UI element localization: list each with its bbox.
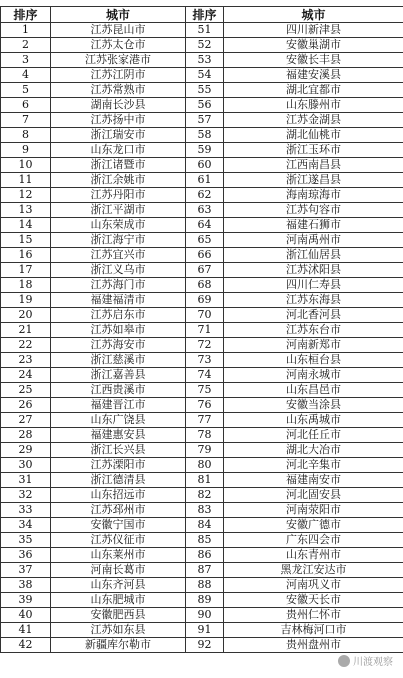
city-right-cell: 广东四会市 xyxy=(224,533,403,548)
city-right-cell: 江西南昌县 xyxy=(224,158,403,173)
city-left-cell: 浙江海宁市 xyxy=(51,233,186,248)
city-right-cell: 河北固安县 xyxy=(224,488,403,503)
table-row xyxy=(1,128,403,143)
rank-right-cell: 60 xyxy=(186,158,224,173)
city-left-cell: 浙江德清县 xyxy=(51,473,186,488)
city-right-cell: 安徽巢湖市 xyxy=(224,38,403,53)
table-row xyxy=(1,308,403,323)
table-row xyxy=(1,83,403,98)
rank-left-cell: 19 xyxy=(1,293,51,308)
city-left-cell: 江苏海安市 xyxy=(51,338,186,353)
city-left-cell: 江苏溧阳市 xyxy=(51,458,186,473)
city-left-cell: 福建福清市 xyxy=(51,293,186,308)
table-row xyxy=(1,338,403,353)
rank-right-cell: 80 xyxy=(186,458,224,473)
rank-left-cell: 13 xyxy=(1,203,51,218)
rank-left-cell: 39 xyxy=(1,593,51,608)
city-right-cell: 江苏金湖县 xyxy=(224,113,403,128)
city-left-cell: 福建惠安县 xyxy=(51,428,186,443)
rank-left-cell: 42 xyxy=(1,638,51,653)
city-right-cell: 安徽广德市 xyxy=(224,518,403,533)
table-row xyxy=(1,563,403,578)
rank-left-cell: 29 xyxy=(1,443,51,458)
table-row xyxy=(1,68,403,83)
rank-left-cell: 1 xyxy=(1,23,51,38)
city-right-cell: 湖北宜都市 xyxy=(224,83,403,98)
city-right-cell: 福建南安市 xyxy=(224,473,403,488)
rank-left-cell: 25 xyxy=(1,383,51,398)
city-left-cell: 浙江余姚市 xyxy=(51,173,186,188)
county-ranking-table xyxy=(0,6,403,653)
city-right-cell: 安徽当涂县 xyxy=(224,398,403,413)
rank-right-cell: 82 xyxy=(186,488,224,503)
header-city-right: 城市 xyxy=(224,7,403,23)
table-row xyxy=(1,593,403,608)
city-right-cell: 河南巩义市 xyxy=(224,578,403,593)
city-right-cell: 河北香河县 xyxy=(224,308,403,323)
city-left-cell: 湖南长沙县 xyxy=(51,98,186,113)
city-right-cell: 河南禹州市 xyxy=(224,233,403,248)
table-row xyxy=(1,353,403,368)
table-body xyxy=(1,23,403,653)
city-right-cell: 四川仁寿县 xyxy=(224,278,403,293)
rank-left-cell: 31 xyxy=(1,473,51,488)
city-right-cell: 贵州盘州市 xyxy=(224,638,403,653)
table-row xyxy=(1,38,403,53)
table-row xyxy=(1,398,403,413)
rank-right-cell: 76 xyxy=(186,398,224,413)
rank-left-cell: 30 xyxy=(1,458,51,473)
city-left-cell: 江苏张家港市 xyxy=(51,53,186,68)
rank-right-cell: 84 xyxy=(186,518,224,533)
city-left-cell: 浙江瑞安市 xyxy=(51,128,186,143)
city-left-cell: 江西贵溪市 xyxy=(51,383,186,398)
rank-right-cell: 90 xyxy=(186,608,224,623)
table-row xyxy=(1,518,403,533)
rank-right-cell: 77 xyxy=(186,413,224,428)
rank-right-cell: 88 xyxy=(186,578,224,593)
city-right-cell: 山东青州市 xyxy=(224,548,403,563)
city-right-cell: 江苏东台市 xyxy=(224,323,403,338)
table-header-row xyxy=(1,7,403,23)
city-left-cell: 山东齐河县 xyxy=(51,578,186,593)
rank-left-cell: 8 xyxy=(1,128,51,143)
rank-right-cell: 51 xyxy=(186,23,224,38)
rank-left-cell: 38 xyxy=(1,578,51,593)
table-row xyxy=(1,53,403,68)
city-left-cell: 江苏如皋市 xyxy=(51,323,186,338)
rank-right-cell: 87 xyxy=(186,563,224,578)
city-right-cell: 山东禹城市 xyxy=(224,413,403,428)
city-right-cell: 河南永城市 xyxy=(224,368,403,383)
table-row xyxy=(1,203,403,218)
rank-left-cell: 22 xyxy=(1,338,51,353)
rank-right-cell: 69 xyxy=(186,293,224,308)
table-row xyxy=(1,623,403,638)
table-row xyxy=(1,458,403,473)
city-left-cell: 江苏邳州市 xyxy=(51,503,186,518)
table-row xyxy=(1,608,403,623)
rank-right-cell: 92 xyxy=(186,638,224,653)
rank-left-cell: 6 xyxy=(1,98,51,113)
table-row xyxy=(1,323,403,338)
rank-right-cell: 89 xyxy=(186,593,224,608)
city-left-cell: 浙江嘉善县 xyxy=(51,368,186,383)
rank-right-cell: 63 xyxy=(186,203,224,218)
rank-right-cell: 74 xyxy=(186,368,224,383)
city-left-cell: 江苏如东县 xyxy=(51,623,186,638)
city-right-cell: 山东滕州市 xyxy=(224,98,403,113)
city-left-cell: 河南长葛市 xyxy=(51,563,186,578)
table-row xyxy=(1,638,403,653)
rank-left-cell: 40 xyxy=(1,608,51,623)
city-left-cell: 江苏昆山市 xyxy=(51,23,186,38)
header-city-left: 城市 xyxy=(51,7,186,23)
table-row xyxy=(1,113,403,128)
table-row xyxy=(1,413,403,428)
city-left-cell: 安徽宁国市 xyxy=(51,518,186,533)
table-row xyxy=(1,548,403,563)
rank-left-cell: 32 xyxy=(1,488,51,503)
table-row xyxy=(1,428,403,443)
rank-left-cell: 4 xyxy=(1,68,51,83)
table-row xyxy=(1,368,403,383)
city-left-cell: 安徽肥西县 xyxy=(51,608,186,623)
rank-right-cell: 81 xyxy=(186,473,224,488)
rank-left-cell: 5 xyxy=(1,83,51,98)
rank-left-cell: 35 xyxy=(1,533,51,548)
table-row xyxy=(1,263,403,278)
watermark-text: 川渡观察 xyxy=(353,657,393,668)
city-right-cell: 安徽天长市 xyxy=(224,593,403,608)
city-right-cell: 湖北大冶市 xyxy=(224,443,403,458)
table-row xyxy=(1,578,403,593)
rank-right-cell: 53 xyxy=(186,53,224,68)
table-row xyxy=(1,143,403,158)
city-right-cell: 河南新郑市 xyxy=(224,338,403,353)
rank-left-cell: 33 xyxy=(1,503,51,518)
rank-left-cell: 37 xyxy=(1,563,51,578)
rank-right-cell: 67 xyxy=(186,263,224,278)
table-row xyxy=(1,293,403,308)
rank-right-cell: 66 xyxy=(186,248,224,263)
rank-right-cell: 86 xyxy=(186,548,224,563)
rank-left-cell: 10 xyxy=(1,158,51,173)
rank-right-cell: 65 xyxy=(186,233,224,248)
rank-right-cell: 79 xyxy=(186,443,224,458)
table-row xyxy=(1,233,403,248)
city-left-cell: 江苏海门市 xyxy=(51,278,186,293)
city-left-cell: 山东肥城市 xyxy=(51,593,186,608)
table-row xyxy=(1,443,403,458)
rank-right-cell: 52 xyxy=(186,38,224,53)
rank-right-cell: 68 xyxy=(186,278,224,293)
table-row xyxy=(1,533,403,548)
rank-right-cell: 54 xyxy=(186,68,224,83)
rank-right-cell: 73 xyxy=(186,353,224,368)
city-right-cell: 福建石狮市 xyxy=(224,218,403,233)
city-left-cell: 浙江平湖市 xyxy=(51,203,186,218)
rank-right-cell: 85 xyxy=(186,533,224,548)
city-left-cell: 福建晋江市 xyxy=(51,398,186,413)
city-left-cell: 浙江义乌市 xyxy=(51,263,186,278)
city-right-cell: 江苏沭阳县 xyxy=(224,263,403,278)
city-left-cell: 山东荣成市 xyxy=(51,218,186,233)
rank-left-cell: 26 xyxy=(1,398,51,413)
city-right-cell: 浙江遂昌县 xyxy=(224,173,403,188)
city-left-cell: 浙江慈溪市 xyxy=(51,353,186,368)
rank-right-cell: 72 xyxy=(186,338,224,353)
city-left-cell: 山东龙口市 xyxy=(51,143,186,158)
rank-left-cell: 21 xyxy=(1,323,51,338)
city-right-cell: 安徽长丰县 xyxy=(224,53,403,68)
city-right-cell: 湖北仙桃市 xyxy=(224,128,403,143)
city-left-cell: 江苏扬中市 xyxy=(51,113,186,128)
rank-right-cell: 71 xyxy=(186,323,224,338)
city-left-cell: 江苏常熟市 xyxy=(51,83,186,98)
rank-right-cell: 83 xyxy=(186,503,224,518)
table-row xyxy=(1,173,403,188)
city-left-cell: 新疆库尔勒市 xyxy=(51,638,186,653)
rank-right-cell: 64 xyxy=(186,218,224,233)
table-row xyxy=(1,503,403,518)
city-left-cell: 山东广饶县 xyxy=(51,413,186,428)
city-right-cell: 海南琼海市 xyxy=(224,188,403,203)
rank-left-cell: 23 xyxy=(1,353,51,368)
city-left-cell: 江苏仪征市 xyxy=(51,533,186,548)
table-row xyxy=(1,188,403,203)
table-row xyxy=(1,488,403,503)
rank-left-cell: 2 xyxy=(1,38,51,53)
rank-left-cell: 9 xyxy=(1,143,51,158)
rank-right-cell: 57 xyxy=(186,113,224,128)
rank-left-cell: 41 xyxy=(1,623,51,638)
city-right-cell: 河北辛集市 xyxy=(224,458,403,473)
city-right-cell: 四川新津县 xyxy=(224,23,403,38)
table-row xyxy=(1,218,403,233)
rank-left-cell: 24 xyxy=(1,368,51,383)
table-row xyxy=(1,278,403,293)
rank-right-cell: 59 xyxy=(186,143,224,158)
rank-left-cell: 27 xyxy=(1,413,51,428)
city-left-cell: 江苏丹阳市 xyxy=(51,188,186,203)
rank-left-cell: 11 xyxy=(1,173,51,188)
city-left-cell: 山东招远市 xyxy=(51,488,186,503)
city-left-cell: 江苏启东市 xyxy=(51,308,186,323)
city-right-cell: 江苏句容市 xyxy=(224,203,403,218)
rank-left-cell: 20 xyxy=(1,308,51,323)
table-row xyxy=(1,158,403,173)
rank-right-cell: 91 xyxy=(186,623,224,638)
city-right-cell: 贵州仁怀市 xyxy=(224,608,403,623)
rank-left-cell: 7 xyxy=(1,113,51,128)
rank-right-cell: 78 xyxy=(186,428,224,443)
city-right-cell: 江苏东海县 xyxy=(224,293,403,308)
city-right-cell: 山东昌邑市 xyxy=(224,383,403,398)
rank-right-cell: 55 xyxy=(186,83,224,98)
city-right-cell: 河南荥阳市 xyxy=(224,503,403,518)
city-left-cell: 山东莱州市 xyxy=(51,548,186,563)
city-right-cell: 吉林梅河口市 xyxy=(224,623,403,638)
rank-right-cell: 75 xyxy=(186,383,224,398)
table-row xyxy=(1,473,403,488)
city-left-cell: 江苏江阴市 xyxy=(51,68,186,83)
rank-left-cell: 12 xyxy=(1,188,51,203)
table-row xyxy=(1,98,403,113)
rank-right-cell: 61 xyxy=(186,173,224,188)
rank-left-cell: 28 xyxy=(1,428,51,443)
header-rank-right: 排序 xyxy=(186,7,224,23)
rank-left-cell: 15 xyxy=(1,233,51,248)
header-rank-left: 排序 xyxy=(1,7,51,23)
table-row xyxy=(1,383,403,398)
rank-right-cell: 56 xyxy=(186,98,224,113)
city-right-cell: 山东桓台县 xyxy=(224,353,403,368)
table-row xyxy=(1,23,403,38)
watermark xyxy=(338,653,393,668)
city-left-cell: 江苏太仓市 xyxy=(51,38,186,53)
rank-right-cell: 62 xyxy=(186,188,224,203)
city-right-cell: 河北任丘市 xyxy=(224,428,403,443)
city-right-cell: 浙江仙居县 xyxy=(224,248,403,263)
wechat-icon xyxy=(338,655,350,667)
table-row xyxy=(1,248,403,263)
rank-left-cell: 36 xyxy=(1,548,51,563)
rank-left-cell: 3 xyxy=(1,53,51,68)
city-right-cell: 黑龙江安达市 xyxy=(224,563,403,578)
rank-right-cell: 70 xyxy=(186,308,224,323)
city-left-cell: 浙江长兴县 xyxy=(51,443,186,458)
rank-left-cell: 18 xyxy=(1,278,51,293)
rank-right-cell: 58 xyxy=(186,128,224,143)
rank-left-cell: 16 xyxy=(1,248,51,263)
city-right-cell: 浙江玉环市 xyxy=(224,143,403,158)
rank-left-cell: 14 xyxy=(1,218,51,233)
city-left-cell: 浙江诸暨市 xyxy=(51,158,186,173)
city-left-cell: 江苏宜兴市 xyxy=(51,248,186,263)
city-right-cell: 福建安溪县 xyxy=(224,68,403,83)
rank-left-cell: 17 xyxy=(1,263,51,278)
rank-left-cell: 34 xyxy=(1,518,51,533)
